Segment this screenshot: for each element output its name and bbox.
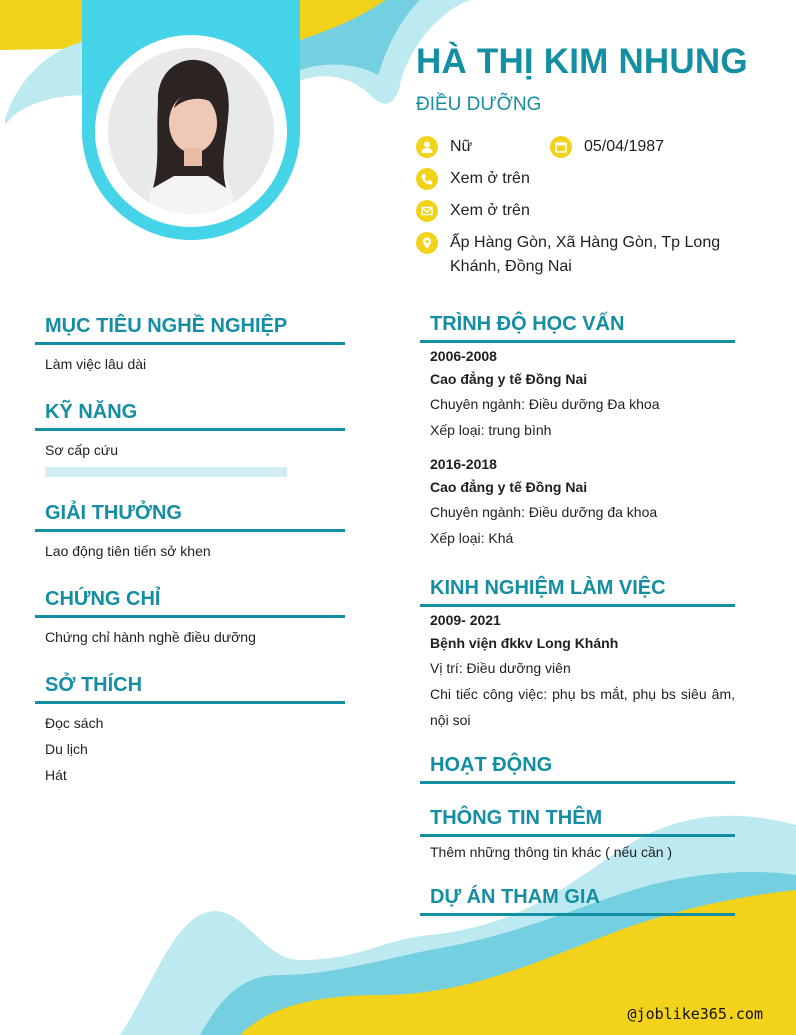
- education-grade: Xếp loại: Khá: [430, 530, 514, 546]
- objective-text: Làm việc lâu dài: [45, 356, 147, 372]
- address-item: [416, 232, 770, 279]
- experience-section: [420, 576, 735, 733]
- certificates-title: CHỨNG CHỈ: [35, 587, 345, 618]
- skills-title: KỸ NĂNG: [35, 400, 345, 431]
- mail-icon: [416, 200, 438, 222]
- phone-item: [416, 168, 530, 191]
- experience-body: [420, 609, 735, 733]
- skill-name: Sơ cấp cứu: [45, 442, 119, 458]
- experience-position: Vị trí: Điều dưỡng viên: [430, 660, 571, 676]
- education-major: Chuyên ngành: Điều dưỡng đa khoa: [430, 504, 658, 520]
- projects-title: DỰ ÁN THAM GIA: [420, 885, 735, 916]
- education-grade: Xếp loại: trung bình: [430, 422, 552, 438]
- experience-company: Bệnh viện đkkv Long Khánh: [430, 635, 619, 651]
- skill-bar-fill: [45, 467, 287, 477]
- job-title: ĐIỀU DƯỠNG: [416, 94, 542, 115]
- education-major: Chuyên ngành: Điều dưỡng Đa khoa: [430, 396, 660, 412]
- projects-section: [420, 885, 735, 916]
- experience-details: Chi tiếc công việc: phụ bs mắt, phụ bs siêu âm, nội soi: [430, 686, 735, 728]
- info-row-3: [416, 200, 776, 232]
- phone-icon: [416, 168, 438, 190]
- contact-info: [416, 136, 776, 279]
- education-section: [420, 312, 735, 551]
- extra-title: THÔNG TIN THÊM: [420, 806, 735, 837]
- hobby-item: Du lịch: [45, 741, 88, 757]
- experience-title: KINH NGHIỆM LÀM VIỆC: [420, 576, 735, 607]
- skills-section: [35, 400, 345, 477]
- phone-value: Xem ở trên: [450, 170, 530, 187]
- certificates-body: [35, 624, 345, 650]
- experience-years: 2009- 2021: [430, 612, 501, 628]
- extra-body: [420, 839, 735, 865]
- skill-bar: [45, 467, 287, 477]
- watermark: @joblike365.com: [627, 1005, 763, 1023]
- location-pin-icon: [416, 232, 438, 254]
- extra-text: Thêm những thông tin khác ( nếu cần ): [430, 844, 673, 860]
- education-body: [420, 345, 735, 551]
- info-row-4: [416, 232, 776, 279]
- awards-title: GIẢI THƯỞNG: [35, 501, 345, 532]
- awards-text: Lao động tiên tiến sở khen: [45, 543, 211, 559]
- objective-title: MỤC TIÊU NGHỀ NGHIỆP: [35, 314, 345, 345]
- education-title: TRÌNH ĐỘ HỌC VẤN: [420, 312, 735, 343]
- awards-body: [35, 538, 345, 564]
- calendar-icon: [550, 136, 572, 158]
- hobbies-title: SỞ THÍCH: [35, 673, 345, 704]
- avatar: [108, 48, 274, 214]
- hobbies-section: [35, 673, 345, 788]
- email-value: Xem ở trên: [450, 202, 530, 219]
- objective-section: [35, 314, 345, 377]
- hobby-item: Đọc sách: [45, 715, 104, 731]
- education-school: Cao đẳng y tế Đồng Nai: [430, 371, 588, 387]
- activities-title: HOẠT ĐỘNG: [420, 753, 735, 784]
- hobby-item: Hát: [45, 767, 67, 783]
- email-item: [416, 200, 530, 223]
- hobbies-body: [35, 710, 345, 788]
- awards-section: [35, 501, 345, 564]
- birthday-value: 05/04/1987: [584, 138, 665, 155]
- skills-body: [35, 437, 345, 477]
- certificates-section: [35, 587, 345, 650]
- person-icon: [416, 136, 438, 158]
- birthday-item: [550, 136, 664, 159]
- extra-section: [420, 806, 735, 865]
- gender-item: [416, 136, 550, 159]
- candidate-name: HÀ THỊ KIM NHUNG: [416, 42, 748, 81]
- info-row-1: [416, 136, 776, 168]
- education-school: Cao đẳng y tế Đồng Nai: [430, 479, 588, 495]
- certificates-text: Chứng chỉ hành nghề điều dưỡng: [45, 629, 256, 645]
- education-years: 2006-2008: [430, 348, 497, 364]
- activities-section: [420, 753, 735, 784]
- objective-body: [35, 351, 345, 377]
- address-value: Ấp Hàng Gòn, Xã Hàng Gòn, Tp Long Khánh, Đồng Nai: [450, 234, 721, 275]
- education-years: 2016-2018: [430, 456, 497, 472]
- info-row-2: [416, 168, 776, 200]
- gender-value: Nữ: [450, 138, 473, 155]
